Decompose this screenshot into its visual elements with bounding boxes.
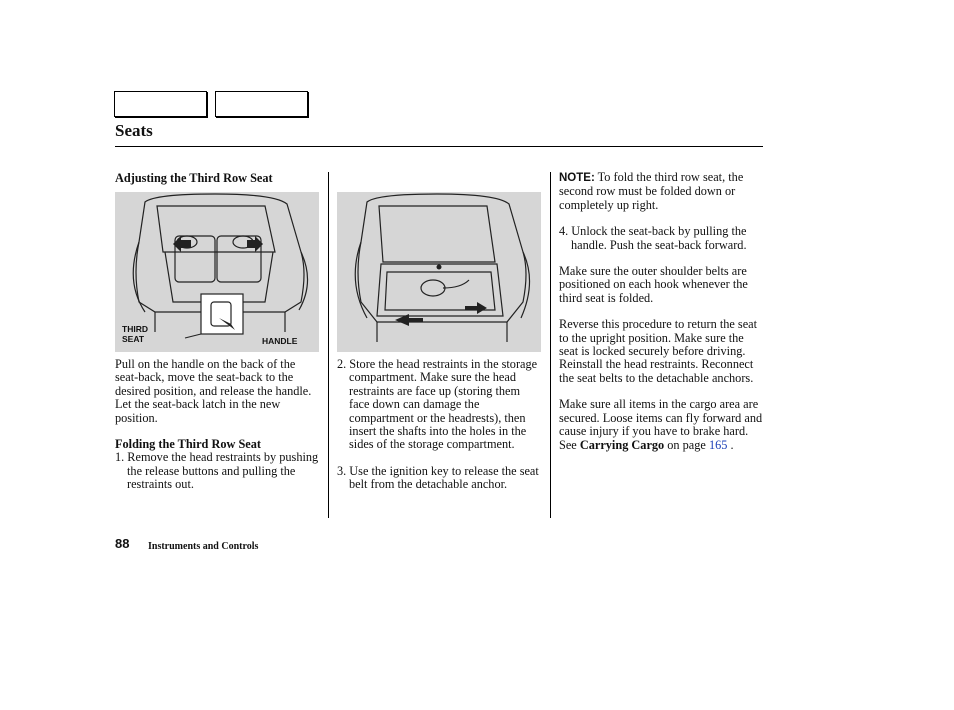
label-third-seat: THIRD SEAT <box>122 324 148 344</box>
column-1 <box>115 172 320 185</box>
step-4: 4. Unlock the seat-back by pulling the handle. Push the seat-back forward. <box>559 224 747 252</box>
title-divider <box>115 146 763 147</box>
step-1: 1. Remove the head restraints by pushing the release buttons and pulling the restraints out. <box>115 450 319 492</box>
column-3-body <box>559 171 765 452</box>
note-paragraph <box>559 171 765 212</box>
figure-third-seat-handle <box>115 192 319 352</box>
column-2-body <box>337 358 542 492</box>
step-2: 2. Store the head restraints in the storage compartment. Make sure the head restraints are face up (storing them face down can damage the compartment or the headrests), then insert the shafts into the holes in the sides of the storage compartment. <box>337 357 538 452</box>
carrying-cargo-ref: Carrying Cargo <box>579 437 665 452</box>
column-1-body <box>115 358 320 492</box>
page-number: 88 <box>115 536 130 551</box>
cargo-text-mid: on page <box>664 437 709 452</box>
page-title: Seats <box>115 121 153 140</box>
section-name: Instruments and Controls <box>148 541 259 552</box>
note-label: NOTE: <box>559 172 595 184</box>
label-handle: HANDLE <box>262 336 298 346</box>
heading-adjusting: Adjusting the Third Row Seat <box>115 171 273 185</box>
cargo-text-end: . <box>727 437 734 452</box>
note-text: To fold the third row seat, the second row must be folded down or completely up right. <box>559 170 744 212</box>
nav-tab-box-2[interactable] <box>215 91 308 117</box>
column-divider-1 <box>328 172 329 518</box>
column-divider-2 <box>550 172 551 518</box>
cargo-text: Make sure all items in the cargo area are secured. Loose items can fly forward and cause injury if you have to brake hard. See <box>559 397 763 452</box>
figure-storage-compartment <box>337 192 541 352</box>
paragraph-adjust: Pull on the handle on the back of the seat-back, move the seat-back to the desired position, and release the handle. Let the seat-back latch in the new position. <box>115 357 312 425</box>
page-165-link[interactable]: 165 <box>708 437 728 452</box>
step-3: 3. Use the ignition key to release the seat belt from the detachable anchor. <box>337 463 539 492</box>
figure-storage-illustration <box>337 192 541 352</box>
paragraph-reverse: Reverse this procedure to return the seat to the upright position. Make sure the seat is locked securely before driving. Reinstall the head restraints. Reconnect the seat belts to the detachable anchors. <box>559 317 758 385</box>
nav-tab-box-1[interactable] <box>114 91 207 117</box>
paragraph-belts: Make sure the outer shoulder belts are positioned on each hook whenever the third seat is folded. <box>559 264 748 305</box>
paragraph-cargo <box>559 398 765 452</box>
heading-folding: Folding the Third Row Seat <box>115 437 261 452</box>
